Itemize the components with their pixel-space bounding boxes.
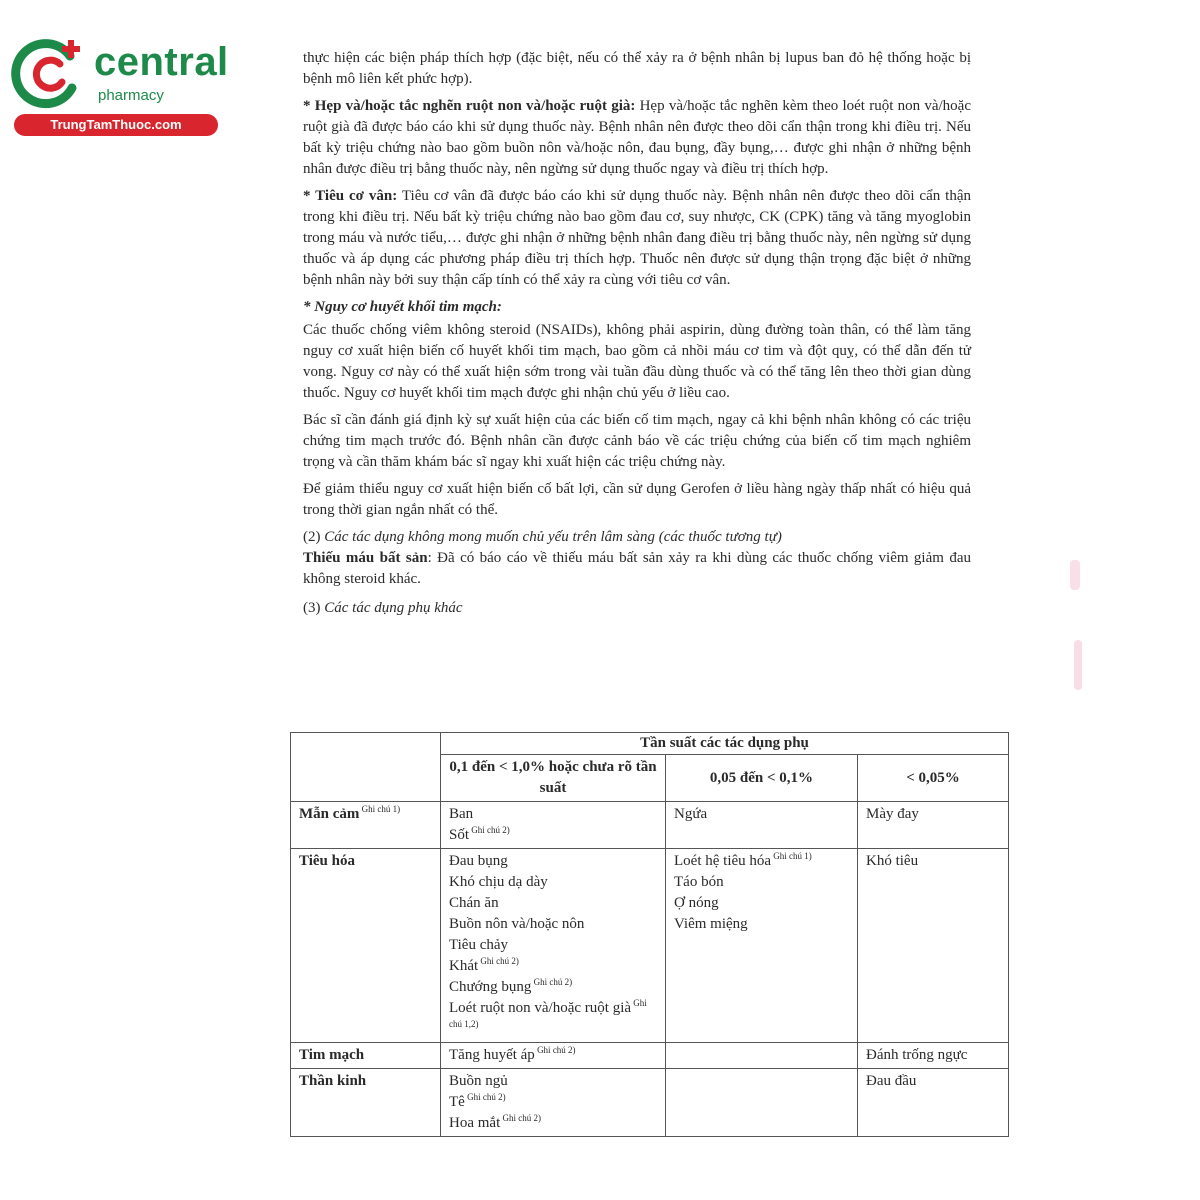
- table-group-header: Tần suất các tác dụng phụ: [441, 733, 1009, 755]
- brand-sub: pharmacy: [98, 87, 164, 104]
- brand-name: central: [94, 40, 229, 84]
- table-row: [291, 1043, 1009, 1069]
- paragraph: (3) Các tác dụng phụ khác: [303, 600, 463, 616]
- paragraph-title: Thiếu máu bất sản: [303, 550, 428, 566]
- brand-url[interactable]: TrungTamThuoc.com: [14, 114, 218, 136]
- side-effects-table: [290, 732, 1009, 1137]
- cell-item: Buồn ngủ: [449, 1073, 508, 1089]
- paragraph: * Tiêu cơ vân: Tiêu cơ vân đã được báo cáo khi sử dụng thuốc này. Bệnh nhân nên được theo dõi cẩn thận trong khi điều trị. Nếu bất kỳ triệu chứng nào bao gồm đau cơ, suy nhược, CK (CPK) tăng và tăng myoglobin trong máu và nước tiểu,… được ghi nhận ở những bệnh nhân đang điều trị bằng thuốc này, nên ngừng sử dụng thuốc và áp dụng các phương pháp điều trị thích hợp. Thuốc nên được sử dụng thận trọng đặc biệt ở những bệnh nhân này bởi suy thận cấp tính có thể xảy ra cùng với tiêu cơ vân.: [303, 188, 971, 288]
- table-cell: [858, 802, 1009, 849]
- paragraph: (2) Các tác dụng không mong muốn chủ yếu trên lâm sàng (các thuốc tương tự): [303, 529, 782, 545]
- cell-item: Ban: [449, 806, 474, 822]
- central-pharmacy-logo-icon: [10, 36, 90, 112]
- footnote-ref: Ghi chú 2): [534, 1045, 576, 1055]
- cell-item: Loét ruột non và/hoặc ruột già $^{Ghi chú 1,2)}$: [449, 998, 647, 1029]
- paragraph-title: * Tiêu cơ vân:: [303, 188, 398, 204]
- paragraph: thực hiện các biện pháp thích hợp (đặc biệt, nếu có thể xảy ra ở bệnh nhân bị lupus ban đỏ hệ thống hoặc bị bệnh mô liên kết phức hợp).: [303, 50, 971, 87]
- cell-item: Táo bón: [674, 874, 724, 890]
- table-corner-cell: [291, 733, 441, 802]
- table-cell: [441, 802, 666, 849]
- footnote-ref: Ghi chú 2): [478, 956, 519, 966]
- cell-item: Buồn nôn và/hoặc nôn: [449, 916, 585, 932]
- footnote-ref: Ghi chú 2): [469, 825, 510, 835]
- table-cell: [441, 849, 666, 1043]
- table-row: [291, 849, 1009, 1043]
- table-row: [291, 802, 1009, 849]
- paragraph: Các thuốc chống viêm không steroid (NSAIDs), không phải aspirin, dùng đường toàn thân, có thể làm tăng nguy cơ xuất hiện biến cố huyết khối tim mạch, bao gồm cả nhồi máu cơ tim và đột quỵ, có thể dẫn đến tử vong. Nguy cơ này có thể xuất hiện sớm trong vài tuần đầu dùng thuốc và có thể tăng lên theo thời gian dùng thuốc. Nguy cơ huyết khối tim mạch được ghi nhận chủ yếu ở liều cao.: [303, 322, 971, 401]
- cell-item: Loét hệ tiêu hóa $^{Ghi chú 1)}$: [674, 851, 812, 869]
- paragraph: Để giảm thiểu nguy cơ xuất hiện biến cố bất lợi, cần sử dụng Gerofen ở liều hàng ngày thấp nhất có hiệu quả trong thời gian ngắn nhất có thể.: [303, 481, 971, 518]
- row-header: Mẫn cảm $^{Ghi chú 1)}$: [291, 802, 441, 849]
- cell-item: Chướng bụng $^{Ghi chú 2)}$: [449, 977, 573, 995]
- footnote-ref: Ghi chú 1): [771, 851, 812, 861]
- cell-item: Chán ăn: [449, 895, 499, 911]
- cell-item: Tê $^{Ghi chú 2)}$: [449, 1092, 506, 1110]
- table-cell: [441, 1069, 666, 1137]
- side-effects-table-wrap: [290, 732, 1008, 1137]
- cell-item: Mày đay: [866, 806, 919, 822]
- table-cell: [666, 802, 858, 849]
- cell-item: Khó chịu dạ dày: [449, 874, 548, 890]
- document-body: [303, 48, 971, 625]
- paragraph: Bác sĩ cần đánh giá định kỳ sự xuất hiện của các biến cố tim mạch, ngay cả khi bệnh nhân không có các triệu chứng tim mạch trước đó. Bệnh nhân cần được cảnh báo về các triệu chứng của biến cố tim mạch nghiêm trọng và cần thăm khám bác sĩ ngay khi xuất hiện các triệu chứng này.: [303, 412, 971, 470]
- section-heading: * Nguy cơ huyết khối tim mạch:: [303, 299, 502, 315]
- cell-item: Đau bụng: [449, 853, 508, 869]
- row-header: Thần kinh: [291, 1069, 441, 1137]
- cell-item: Đau đầu: [866, 1073, 917, 1089]
- table-cell: [666, 1043, 858, 1069]
- row-header: Tiêu hóa: [291, 849, 441, 1043]
- cell-item: Tăng huyết áp $^{Ghi chú 2)}$: [449, 1045, 576, 1063]
- table-cell: [441, 1043, 666, 1069]
- cell-item: Hoa mắt $^{Ghi chú 2)}$: [449, 1113, 541, 1131]
- table-column-header: < 0,05%: [858, 755, 1009, 802]
- cell-item: Viêm miệng: [674, 916, 748, 932]
- table-cell: [666, 1069, 858, 1137]
- footnote-ref: Ghi chú 2): [531, 977, 573, 987]
- paragraph-title: * Hẹp và/hoặc tắc nghẽn ruột non và/hoặc ruột già:: [303, 98, 636, 114]
- footnote-ref: Ghi chú 1): [359, 804, 401, 814]
- paragraph: Thiếu máu bất sản: Đã có báo cáo về thiếu máu bất sản xảy ra khi dùng các thuốc chống viêm giảm đau không steroid khác.: [303, 550, 971, 587]
- table-cell: [858, 1043, 1009, 1069]
- footnote-ref: Ghi chú 2): [500, 1113, 541, 1123]
- table-body: [291, 802, 1009, 1137]
- cell-item: Ợ nóng: [674, 895, 719, 911]
- cell-item: Tiêu chảy: [449, 937, 509, 953]
- cell-item: Đánh trống ngực: [866, 1047, 968, 1063]
- paper-stain: [1070, 560, 1080, 590]
- table-row: [291, 1069, 1009, 1137]
- paper-stain: [1074, 640, 1082, 690]
- footnote-ref: Ghi chú 2): [464, 1092, 506, 1102]
- table-column-header: 0,1 đến < 1,0% hoặc chưa rõ tần suất: [441, 755, 666, 802]
- cell-item: Sốt $^{Ghi chú 2)}$: [449, 825, 510, 843]
- table-cell: [858, 1069, 1009, 1137]
- footnote-ref: Ghi chú 1,2): [449, 998, 647, 1029]
- cell-item: Khó tiêu: [866, 853, 919, 869]
- brand-logo[interactable]: [10, 36, 229, 136]
- row-header: Tim mạch: [291, 1043, 441, 1069]
- cell-item: Ngứa: [674, 806, 708, 822]
- cell-item: Khát $^{Ghi chú 2)}$: [449, 956, 519, 974]
- paragraph: * Hẹp và/hoặc tắc nghẽn ruột non và/hoặc ruột già: Hẹp và/hoặc tắc nghẽn kèm theo loét ruột non và/hoặc ruột già đã được báo cáo khi sử dụng thuốc này. Bệnh nhân nên được theo dõi cẩn thận trong khi điều trị. Nếu bất kỳ triệu chứng nào bao gồm buồn nôn và/hoặc nôn, đau bụng, đầy bụng,… được ghi nhận ở những bệnh nhân được điều trị bằng thuốc này, nên ngừng sử dụng thuốc ngay và điều trị thích hợp.: [303, 98, 971, 177]
- table-column-header: 0,05 đến < 0,1%: [666, 755, 858, 802]
- table-cell: [858, 849, 1009, 1043]
- table-cell: [666, 849, 858, 1043]
